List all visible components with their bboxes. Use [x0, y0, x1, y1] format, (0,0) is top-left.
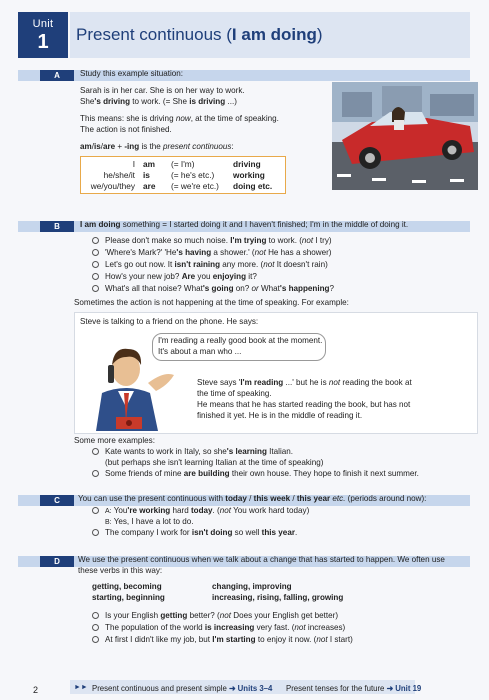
section-a-intro: Study this example situation: [80, 69, 184, 78]
ing-col: driving working doing etc. [233, 159, 273, 192]
explain-line-3: He means that he has started reading the book, but has not [197, 400, 411, 409]
c-example-1: A: You're working hard today. (not You work hard today) [92, 506, 309, 517]
b-example-2: 'Where's Mark?' 'He's having a shower.' (not He has a shower) [92, 248, 332, 259]
section-c-tab: C [40, 495, 74, 506]
explain-line-4: finished it yet. He is in the middle of reading it. [197, 411, 363, 420]
b-example-4: How's your new job? Are you enjoying it? [92, 272, 257, 283]
unit-number: 1 [37, 30, 49, 53]
section-d-tab: D [40, 556, 74, 567]
verbs-right-2: increasing, rising, falling, growing [212, 593, 344, 602]
conjugation-table [80, 156, 286, 194]
c-example-3: The company I work for isn't doing so well this year. [92, 528, 297, 539]
contractions-col: (= I'm) (= he's etc.) (= we're etc.) [171, 159, 219, 192]
explain-line-1: Steve says 'I'm reading ...' but he is not reading the book at [197, 378, 412, 387]
unit-label: Unit [32, 18, 54, 30]
more-example-1b: (but perhaps she isn't learning Italian at the time of speaking) [105, 458, 324, 467]
section-b-intro: I am doing something = I started doing it and I haven't finished; I'm in the middle of doing it. [80, 220, 409, 229]
story-line-3: This means: she is driving now, at the time of speaking. [80, 114, 279, 123]
story-line-1: Sarah is in her car. She is on her way to work. [80, 86, 245, 95]
d-example-2: The population of the world is increasing very fast. (not increases) [92, 623, 345, 634]
footer-link-1[interactable]: Present continuous and present simple ➜ Units 3–4 [92, 684, 273, 693]
subjects-col: I he/she/it we/you/they [90, 159, 135, 192]
bubble-line-2: It's about a man who ... [158, 347, 242, 356]
more-examples-label: Some more examples: [74, 436, 155, 445]
b-example-5: What's all that noise? What's going on? or What's happening? [92, 284, 334, 295]
section-d-intro-2: these verbs in this way: [78, 566, 163, 575]
page-title: Present continuous (I am doing) [76, 25, 323, 44]
explain-line-2: the time of speaking. [197, 389, 272, 398]
b-example-3: Let's go out now. It isn't raining any more. (not It doesn't rain) [92, 260, 328, 271]
page-number: 2 [33, 685, 39, 695]
section-d-intro-1: We use the present continuous when we talk about a change that has started to happen. We often use [78, 555, 445, 564]
b-example-1: Please don't make so much noise. I'm trying to work. (not I try) [92, 236, 332, 247]
unit-badge [18, 12, 68, 58]
more-example-2: Some friends of mine are building their own house. They hope to finish it next summer. [92, 469, 419, 480]
footer-link-2[interactable]: Present tenses for the future ➜ Unit 19 [286, 684, 422, 693]
d-example-3: At first I didn't like my job, but I'm starting to enjoy it now. (not I start) [92, 635, 353, 646]
story-line-4: The action is not finished. [80, 125, 172, 134]
verbs-left-1: getting, becoming [92, 582, 162, 591]
story-line-2: She's driving to work. (= She is driving ...) [80, 97, 237, 106]
car-illustration [332, 82, 478, 190]
b-mid-line: Sometimes the action is not happening at the time of speaking. For example: [74, 298, 349, 307]
rule-line: am/is/are + -ing is the present continuous: [80, 142, 234, 151]
section-b-tab: B [40, 221, 74, 232]
d-example-1: Is your English getting better? (not Does your English get better) [92, 611, 338, 622]
steve-intro: Steve is talking to a friend on the phone. He says: [80, 317, 259, 326]
verbs-right-1: changing, improving [212, 582, 292, 591]
c-example-2: B: Yes, I have a lot to do. [105, 517, 194, 526]
more-example-1: Kate wants to work in Italy, so she's learning Italian. [92, 447, 293, 458]
verbs-left-2: starting, beginning [92, 593, 165, 602]
bubble-line-1: I'm reading a really good book at the moment. [158, 336, 323, 345]
footer-arrow-icon: ►► [74, 684, 88, 691]
section-a-tab: A [40, 70, 74, 81]
verbs-col: am is are [143, 159, 156, 192]
section-c-intro: You can use the present continuous with today / this week / this year etc. (periods around now): [78, 494, 427, 503]
